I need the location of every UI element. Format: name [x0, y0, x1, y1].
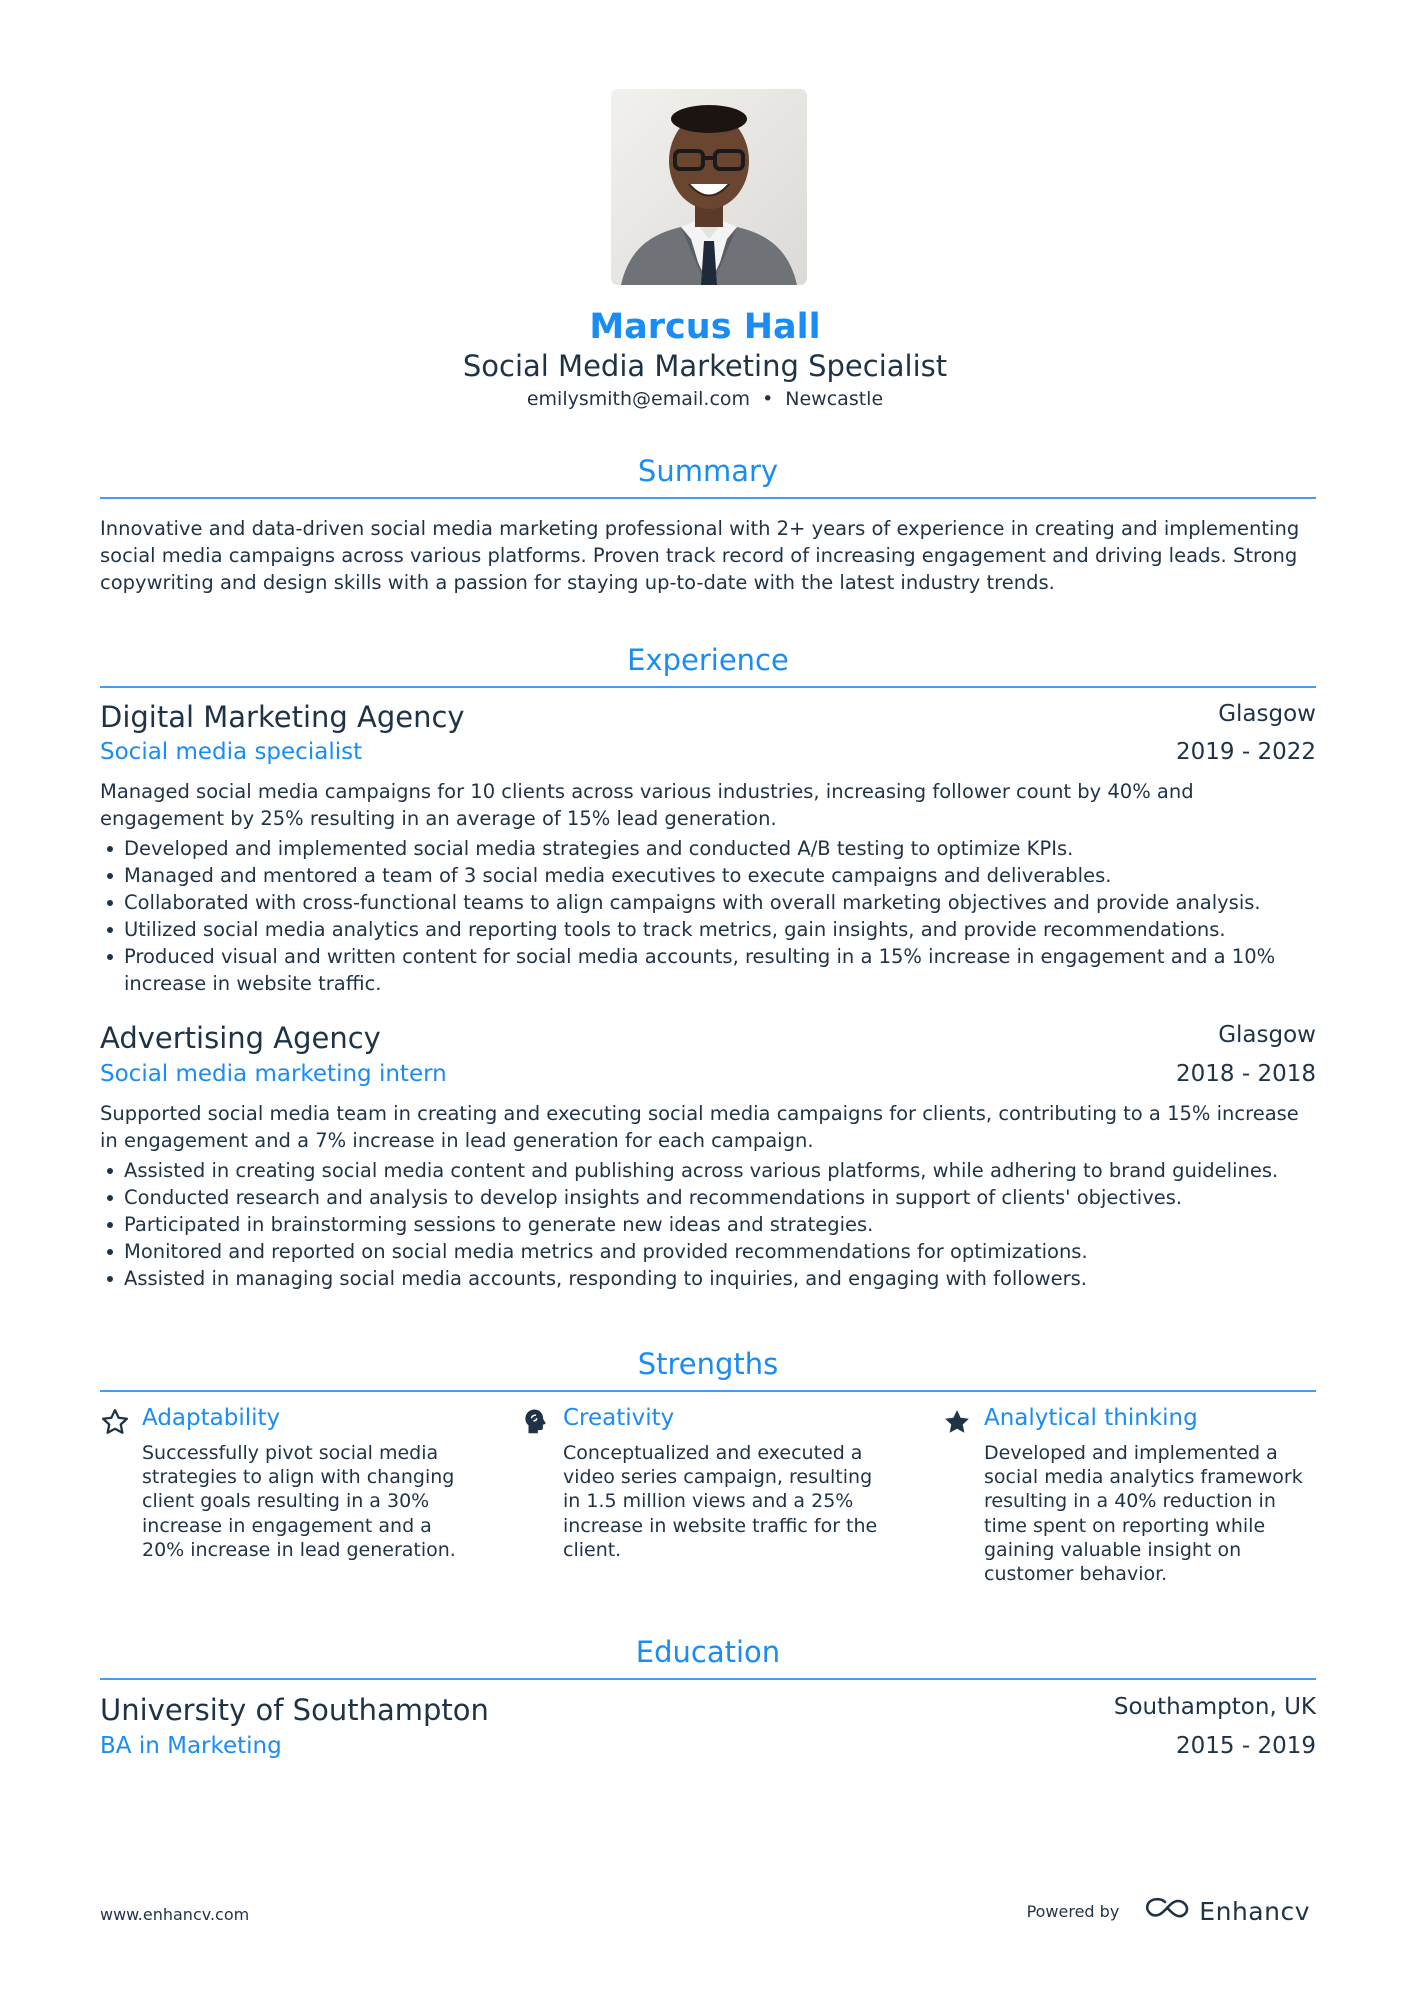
- school-location: Southampton, UK: [1113, 1694, 1316, 1720]
- list-item: Collaborated with cross-functional teams to align campaigns with overall marketing objectives and provide analysis.: [100, 889, 1316, 916]
- profile-photo: [611, 89, 807, 285]
- section-title-education: Education: [635, 1635, 781, 1669]
- email-text[interactable]: emilysmith@email.com: [526, 388, 751, 410]
- website-link[interactable]: www.enhancv.com: [100, 1905, 250, 1924]
- candidate-name: Marcus Hall: [589, 307, 821, 347]
- list-item: Conducted research and analysis to develop insights and recommendations in support of clients' objectives.: [100, 1184, 1316, 1211]
- company-name: Advertising Agency: [100, 1021, 381, 1055]
- strength-title: Analytical thinking: [984, 1405, 1198, 1431]
- strength-description: Developed and implemented a social media analytics framework resulting in a 40% reduction in time spent on reporting while gaining valuable insight on customer behavior.: [984, 1442, 1303, 1586]
- candidate-title: Social Media Marketing Specialist: [462, 349, 948, 383]
- summary-text: Innovative and data-driven social media marketing professional with 2+ years of experience in creating and implementing social media campaigns across various platforms. Proven track record of increasing engagement and driving leads. Strong copywriting and design skills with a passion for staying up-to-date with the latest industry trends.: [100, 517, 1300, 594]
- list-item: Assisted in creating social media content and publishing across various platforms, while adhering to brand guidelines.: [100, 1157, 1316, 1184]
- section-divider: [100, 686, 1316, 688]
- section-title-summary: Summary: [637, 454, 779, 488]
- job-role: Social media specialist: [100, 739, 363, 765]
- list-item: Managed and mentored a team of 3 social media executives to execute campaigns and deliverables.: [100, 862, 1316, 889]
- list-item: Assisted in managing social media accounts, responding to inquiries, and engaging with followers.: [100, 1265, 1316, 1292]
- education-dates: 2015 - 2019: [1176, 1733, 1316, 1759]
- job-bullets: [100, 835, 1316, 997]
- location-text: Newcastle: [785, 388, 884, 410]
- list-item: Participated in brainstorming sessions to generate new ideas and strategies.: [100, 1211, 1316, 1238]
- powered-by: [1027, 1896, 1310, 1926]
- section-divider: [100, 1390, 1316, 1392]
- strength-title: Adaptability: [142, 1405, 281, 1431]
- strength-title: Creativity: [563, 1405, 675, 1431]
- list-item: Utilized social media analytics and reporting tools to track metrics, gain insights, and provide recommendations.: [100, 916, 1316, 943]
- section-title-strengths: Strengths: [637, 1347, 779, 1381]
- strength-description: Conceptualized and executed a video series campaign, resulting in 1.5 million views and a 25% increase in website traffic for the client.: [563, 1442, 878, 1561]
- section-divider: [100, 497, 1316, 499]
- list-item: Produced visual and written content for social media accounts, resulting in a 15% increase in engagement and a 10% increase in website traffic.: [100, 943, 1316, 997]
- job-description: Managed social media campaigns for 10 clients across various industries, increasing follower count by 40% and engagement by 25% resulting in an average of 15% lead generation.: [100, 780, 1194, 830]
- star-filled-icon: [942, 1407, 972, 1437]
- job-dates: 2018 - 2018: [1176, 1061, 1316, 1087]
- brand-logo[interactable]: [1143, 1896, 1310, 1926]
- separator-dot: •: [762, 388, 774, 410]
- list-item: Monitored and reported on social media metrics and provided recommendations for optimizations.: [100, 1238, 1316, 1265]
- brand-name: Enhancv: [1199, 1896, 1310, 1926]
- job-dates: 2019 - 2022: [1176, 739, 1316, 765]
- job-location: Glasgow: [1218, 1022, 1316, 1048]
- job-role: Social media marketing intern: [100, 1061, 447, 1087]
- section-divider: [100, 1678, 1316, 1680]
- job-location: Glasgow: [1218, 701, 1316, 727]
- list-item: Developed and implemented social media strategies and conducted A/B testing to optimize KPIs.: [100, 835, 1316, 862]
- star-outline-icon: [100, 1407, 130, 1437]
- section-title-experience: Experience: [627, 643, 789, 677]
- company-name: Digital Marketing Agency: [100, 700, 465, 734]
- job-description: Supported social media team in creating and executing social media campaigns for clients, contributing to a 15% increase in engagement and a 7% increase in lead generation for each campaign.: [100, 1102, 1299, 1152]
- job-bullets: [100, 1157, 1316, 1292]
- portrait-image: [611, 89, 807, 285]
- contact-line: [0, 388, 1410, 410]
- degree-name: BA in Marketing: [100, 1733, 282, 1759]
- school-name: University of Southampton: [100, 1693, 489, 1727]
- brain-head-icon: [521, 1407, 551, 1437]
- strength-description: Successfully pivot social media strategies to align with changing client goals resulting in a 30% increase in engagement and a 20% increase in lead generation.: [142, 1442, 456, 1561]
- powered-by-label: Powered by: [1026, 1901, 1120, 1921]
- enhancv-logo-icon: [1143, 1896, 1191, 1926]
